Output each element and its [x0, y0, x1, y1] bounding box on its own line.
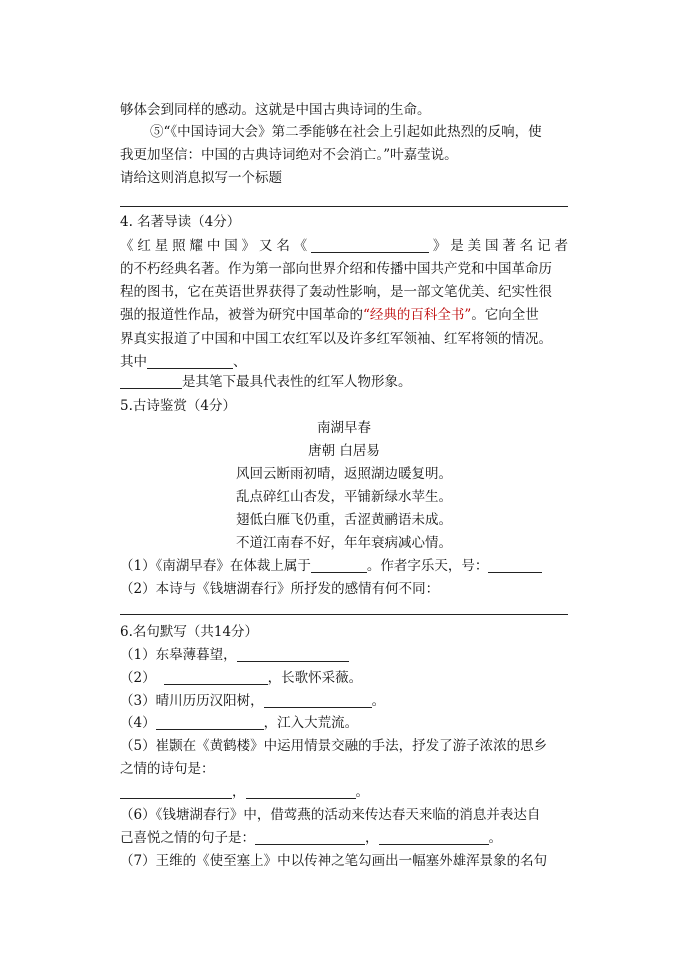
- q4-line-3: 程的图书，它在英语世界获得了轰动性影响，是一部文笔优美、纪实性很: [120, 284, 552, 300]
- q6-item-4-text-a: （4）: [120, 715, 156, 731]
- blank-q6-6b[interactable]: [379, 830, 489, 845]
- q6-item-7: （7）王维的《使至塞上》中以传神之笔勾画出一幅塞外雄浑景象的名句: [120, 853, 548, 869]
- q5-sub-1-text-a: （1）《南湖早春》在体裁上属于: [120, 558, 311, 574]
- passage-paragraph-5-line-2: 我更加坚信：中国的古典诗词绝对不会消亡。”叶嘉莹说。: [120, 147, 458, 163]
- q6-item-3-text-b: 。: [371, 693, 386, 709]
- blank-genre[interactable]: [311, 558, 367, 573]
- blank-q6-3[interactable]: [264, 693, 372, 708]
- q6-item-2-text-b: ，长歌怀采薇。: [267, 670, 363, 686]
- q6-item-5-answers: [120, 782, 568, 802]
- q4-line-6: [120, 352, 568, 372]
- blank-q6-6a[interactable]: [255, 830, 365, 845]
- poem-line-1: 风回云断雨初晴，返照湖边暖复明。: [236, 466, 452, 482]
- answer-line-q3[interactable]: [120, 206, 568, 207]
- q4-text-6a: 其中: [120, 354, 147, 370]
- q6-item-6-line-2: [120, 828, 568, 848]
- passage-paragraph-5-line-1: ⑤“《中国诗词大会》第二季能够在社会上引起如此热烈的反响，使: [150, 124, 542, 140]
- q6-item-4-text-b: ，江入大荒流。: [263, 715, 359, 731]
- q6-item-2: [120, 668, 568, 688]
- blank-q6-1[interactable]: [237, 647, 349, 662]
- q6-item-3: [120, 691, 568, 711]
- q6-item-5-line-2: 之情的诗句是：: [120, 761, 215, 777]
- blank-figure-2[interactable]: [120, 374, 182, 389]
- q4-line-7: [120, 372, 568, 392]
- poem-line-3: 翅低白雁飞仍重，舌涩黄鹂语未成。: [236, 512, 452, 528]
- q4-line-1: [120, 236, 568, 256]
- q5-sub-1: [120, 556, 568, 576]
- q6-item-5-line-1: （5）崔颢在《黄鹤楼》中运用情景交融的手法，抒发了游子浓浓的思乡: [120, 738, 548, 754]
- q4-quote: “经典的百科全书”: [363, 307, 472, 323]
- answer-line-q5-2[interactable]: [120, 614, 568, 615]
- q4-text-4a: 强的报道性作品，被誉为研究中国革命的: [120, 307, 363, 323]
- q4-line-5: 界真实报道了中国和中国工农红军以及许多红军领袖、红军将领的情况。: [120, 331, 552, 347]
- q6-item-3-text-a: （3）晴川历历汉阳树，: [120, 693, 264, 709]
- q4-text-1b: 》是美国著名记者: [429, 238, 569, 254]
- q4-text-7: 是其笔下最具代表性的红军人物形象。: [182, 374, 412, 390]
- q6-item-2-text-a: （2）: [120, 670, 156, 686]
- q4-text-1a: 《红星照耀中国》又名《: [120, 238, 312, 254]
- q6-item-6-text: 己喜悦之情的句子是：: [120, 830, 255, 846]
- q6-item-1: [120, 645, 568, 665]
- q6-item-6-end: 。: [488, 830, 502, 846]
- blank-q6-5b[interactable]: [246, 784, 356, 799]
- q4-heading: 4. 名著导读（4分）: [120, 214, 241, 230]
- q4-line-4: [120, 305, 568, 325]
- q4-text-4b: 。它向全世: [471, 307, 539, 323]
- question-3-prompt: 请给这则消息拟写一个标题: [120, 170, 282, 186]
- blank-book-alt-title[interactable]: [311, 238, 429, 253]
- poem-author: 唐朝 白居易: [308, 443, 380, 459]
- q6-item-5-end: 。: [355, 784, 369, 800]
- blank-q6-4[interactable]: [156, 715, 264, 730]
- q6-item-5-comma: ，: [232, 784, 246, 800]
- poem-line-4: 不道江南春不好，年年衰病减心情。: [236, 535, 452, 551]
- passage-paragraph-4-tail: 够体会到同样的感动。这就是中国古典诗词的生命。: [120, 102, 431, 118]
- q5-sub-2: （2）本诗与《钱塘湖春行》所抒发的感情有何不同：: [120, 581, 440, 597]
- q6-item-6-comma: ，: [365, 830, 379, 846]
- q6-item-6-line-1: （6）《钱塘湖春行》中，借莺燕的活动来传达春天来临的消息并表达自: [120, 807, 541, 823]
- blank-pseudonym[interactable]: [488, 558, 542, 573]
- q4-line-2: 的不朽经典名著。作为第一部向世界介绍和传播中国共产党和中国革命历: [120, 261, 552, 277]
- poem-line-2: 乱点碎红山杏发，平铺新绿水苹生。: [236, 489, 452, 505]
- q6-heading: 6.名句默写（共14分）: [120, 624, 259, 640]
- q6-item-1-text: （1）东皋薄暮望，: [120, 647, 237, 663]
- blank-q6-5a[interactable]: [120, 784, 232, 799]
- blank-q6-2[interactable]: [164, 670, 268, 685]
- blank-figure-1[interactable]: [147, 354, 233, 369]
- q6-item-4: [120, 713, 568, 733]
- q4-text-6b: 、: [233, 354, 247, 370]
- q5-sub-1-text-b: 。作者字乐天，号：: [366, 558, 489, 574]
- poem-title: 南湖早春: [317, 420, 371, 436]
- q5-heading: 5.古诗鉴赏（4分）: [120, 398, 236, 414]
